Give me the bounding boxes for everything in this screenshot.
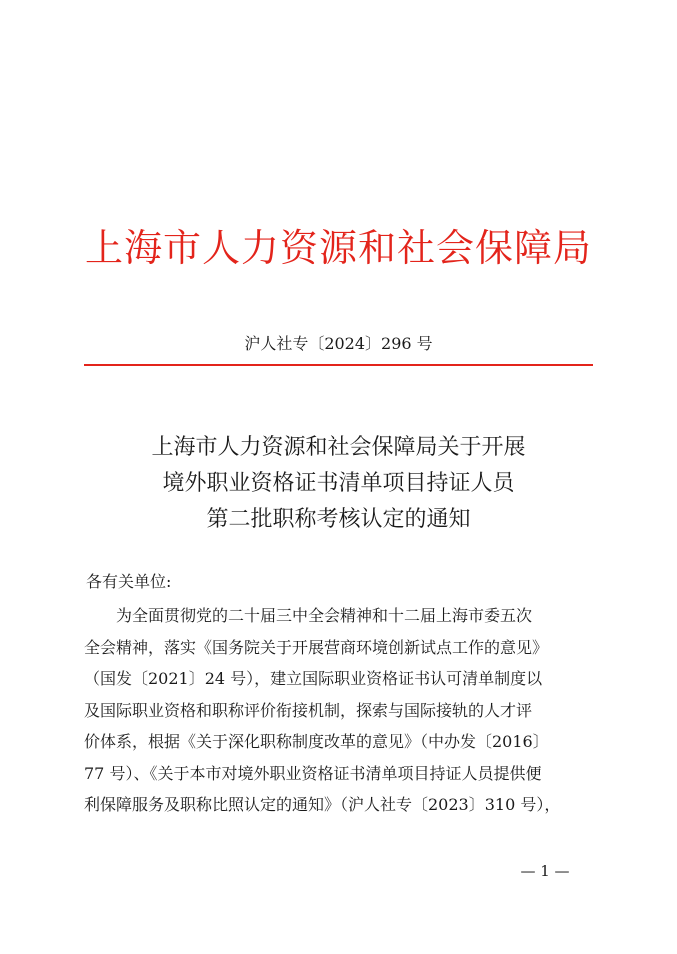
page-number: — 1 — [520,862,570,880]
body-line: 价体系，根据《关于深化职称制度改革的意见》（中办发〔2016〕 [84,732,549,751]
body-line: （国发〔2021〕24 号），建立国际职业资格证书认可清单制度以 [84,669,543,688]
body-line: 及国际职业资格和职称评价衔接机制，探索与国际接轨的人才评 [84,700,533,720]
body-line: 全会精神，落实《国务院关于开展营商环境创新试点工作的意见》 [84,637,549,657]
document-title [0,430,677,538]
document-number: 沪人社专〔2024〕296 号 [244,334,433,353]
body-line: 为全面贯彻党的二十届三中全会精神和十二届上海市委五次 [84,606,533,625]
red-divider-line [84,364,593,366]
salutation: 各有关单位: [86,572,172,591]
title-line: 第二批职称考核认定的通知 [206,507,471,532]
body-line: 77 号）、《关于本市对境外职业资格证书清单项目持证人员提供便 [84,763,542,783]
body-paragraph [84,600,594,821]
body-line: 利保障服务及职称比照认定的通知》（沪人社专〔2023〕310 号）， [84,795,561,814]
organization-header: 上海市人力资源和社会保障局 [84,226,592,270]
title-line: 上海市人力资源和社会保障局关于开展 [151,435,526,460]
title-line: 境外职业资格证书清单项目持证人员 [162,471,515,496]
